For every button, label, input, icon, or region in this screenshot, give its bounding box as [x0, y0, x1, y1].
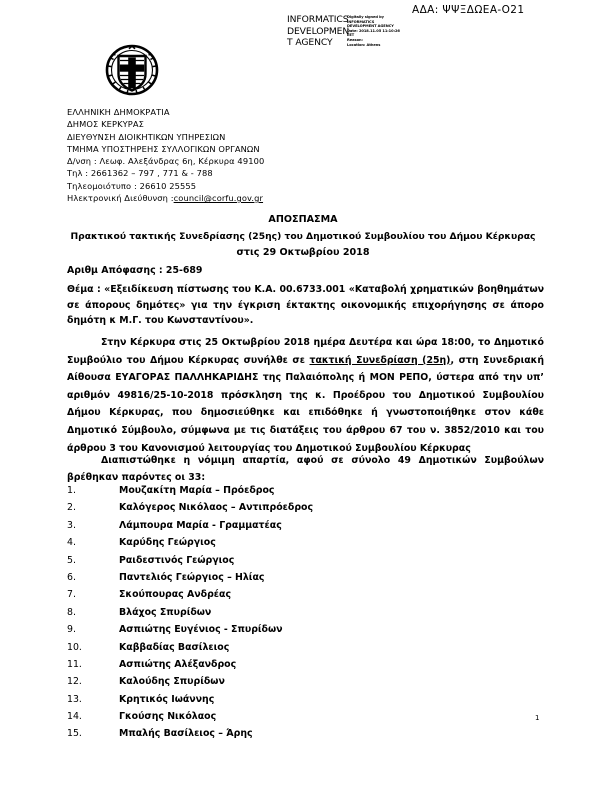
list-item-name: Μπαλής Βασίλειος – Άρης [119, 728, 253, 740]
body-paragraph-convocation [67, 334, 544, 457]
decision-number: Αριθμ Απόφασης : 25-689 [67, 265, 203, 276]
list-item [67, 676, 467, 693]
letterhead-line-email [67, 192, 264, 204]
body-text-part-2: , στη Συνεδριακή Αίθουσα ΕΥΑΓΟΡΑΣ ΠΑΛΛΗΚΑΡΙΔΗΣ της Παλαιόπολης ή ΜΟΝ ΡΕΠΟ, ύστερα από την υπ’ αριθμόν 49816/25-10-2018 πρόσκληση της κ. Προέδρου του Δημοτικού Συμβουλίου Δήμου Κέρκυρας, που δημοσιεύθηκε και επιδόθηκε ή γνωστοποιήθηκε στον κάθε Δημοτικό Σύμβουλο, σύμφωνα με τις διατάξεις του άρθρου 67 του ν. 3852/2010 και του άρθρου 3 του Κανονισμού λειτουργίας του Δημοτικού Συμβουλίου Κέρκυρας [67, 354, 544, 454]
list-item [67, 642, 467, 659]
letterhead-line-department: ΤΜΗΜΑ ΥΠΟΣΤΗΡΕΗΣ ΣΥΛΛΟΓΙΚΩΝ ΟΡΓΑΝΩΝ [67, 143, 260, 154]
document-title-block [62, 212, 544, 262]
signature-agency-name: INFORMATICS DEVELOPMEN T AGENCY [287, 14, 350, 48]
list-item-number: 10. [67, 641, 82, 653]
list-item-number: 15. [67, 728, 82, 740]
list-item [67, 485, 467, 502]
list-item [67, 694, 467, 711]
list-item-number: 12. [67, 676, 82, 688]
list-item-number: 6. [67, 571, 76, 583]
list-item-name: Λάμπουρα Μαρία - Γραμματέας [119, 519, 282, 531]
list-item [67, 502, 467, 519]
session-reference-underlined: τακτική Συνεδρίαση (25η) [309, 354, 451, 366]
list-item-name: Καρύδης Γεώργιος [119, 537, 216, 549]
digital-signature-stamp [287, 14, 413, 49]
list-item-name: Κρητικός Ιωάννης [119, 693, 215, 705]
list-item-number: 4. [67, 537, 76, 549]
body-text-part-1: Στην Κέρκυρα στις 25 Οκτωβρίου 2018 ημέρα Δευτέρα και ώρα 18:00, το Δημοτικό Συμβούλιο του Δήμου Κέρκυρας συνήλθε σε [67, 337, 544, 366]
letterhead-line-address: Δ/νση : Λεωφ. Αλεξάνδρας 6η, Κέρκυρα 49100 [67, 156, 265, 167]
list-item-name: Καββαδίας Βασίλειος [119, 641, 230, 653]
list-item-name: Σκούπουρας Ανδρέας [119, 589, 232, 601]
signature-line-6: Reason: [347, 37, 363, 42]
list-item [67, 728, 467, 745]
email-label: Ηλεκτρονική Διεύθυνση : [67, 193, 174, 204]
signature-details [347, 14, 413, 47]
letterhead-address-block [67, 106, 264, 204]
signature-line-1: Digitally signed by [347, 15, 384, 19]
list-item-name: Καλόγερος Νικόλαος – Αντιπρόεδρος [119, 502, 314, 514]
letterhead-line-phone: Τηλ : 2661362 – 797 , 771 & - 788 [67, 168, 213, 179]
ada-code: ΑΔΑ: ΨΨΞΔΩΕΑ-Ο21 [412, 4, 525, 16]
list-item-name: Παντελιός Γεώργιος – Ηλίας [119, 571, 265, 583]
letterhead-line-directorate: ΔΙΕΥΘΥΝΣΗ ΔΙΟΙΚΗΤΙΚΩΝ ΥΠΗΡΕΣΙΩΝ [67, 131, 226, 142]
signature-line-7: Location: Athens [347, 42, 381, 47]
page-number: 1 [535, 714, 540, 722]
list-item-name: Βλάχος Σπυρίδων [119, 606, 212, 618]
letterhead-line-fax: Τηλεομοιότυπο : 26610 25555 [67, 180, 197, 191]
list-item-number: 9. [67, 624, 76, 636]
list-item [67, 711, 467, 728]
decision-subject: Θέμα : «Εξειδίκευση πίστωσης του Κ.Α. 00.6733.001 «Καταβολή χρηματικών βοηθημάτων σε άπορους δημότες» για την έγκριση έκτακτης οικονομικής επιχορήγησης σε άπορο δημότη κ Μ.Γ. του Κωνσταντίνου». [67, 284, 544, 327]
document-subtitle-line-2: στις 29 Οκτωβρίου 2018 [236, 247, 370, 258]
list-item-name: Ραιδεστινός Γεώργιος [119, 554, 235, 566]
list-item [67, 520, 467, 537]
list-item-name: Μουζακίτη Μαρία – Πρόεδρος [119, 485, 275, 496]
list-item-number: 2. [67, 502, 76, 514]
body-paragraph-quorum: Διαπιστώθηκε η νόμιμη απαρτία, αφού σε σύνολο 49 Δημοτικών Συμβούλων βρέθηκαν παρόντες οι 33: [67, 455, 544, 484]
list-item-number: 3. [67, 519, 76, 531]
signature-line-2: INFORMATICS [347, 19, 375, 24]
list-item [67, 659, 467, 676]
list-item-number: 14. [67, 711, 82, 723]
list-item-number: 5. [67, 554, 76, 566]
list-item [67, 555, 467, 572]
list-item [67, 589, 467, 606]
greek-coat-of-arms-emblem [104, 44, 160, 96]
list-item [67, 572, 467, 589]
list-item-number: 11. [67, 658, 82, 670]
list-item [67, 607, 467, 624]
list-item [67, 624, 467, 641]
document-heading: ΑΠΟΣΠΑΣΜΑ [268, 214, 338, 225]
signature-line-4: Date: 2018.11.05 11:10:26 [347, 28, 400, 33]
list-item [67, 537, 467, 554]
letterhead-line-republic: ΕΛΛΗΝΙΚΗ ΔΗΜΟΚΡΑΤΙΑ [67, 107, 170, 117]
letterhead-line-municipality: ΔΗΜΟΣ ΚΕΡΚΥΡΑΣ [67, 119, 144, 130]
list-item-number: 13. [67, 693, 82, 705]
list-item-name: Καλούδης Σπυρίδων [119, 676, 225, 688]
email-link[interactable]: council@corfu.gov.gr [173, 193, 264, 204]
signature-line-5: EET [347, 33, 355, 38]
list-item-name: Ασπιώτης Ευγένιος - Σπυρίδων [119, 624, 283, 636]
list-item-name: Ασπιώτης Αλέξανδρος [119, 658, 237, 670]
list-item-number: 1. [67, 485, 76, 496]
document-subtitle-line-1: Πρακτικού τακτικής Συνεδρίασης (25ης) του Δημοτικού Συμβουλίου του Δήμου Κέρκυρας [70, 230, 536, 242]
list-item-number: 8. [67, 606, 76, 618]
signature-line-3: DEVELOPMENT AGENCY [347, 24, 394, 29]
list-item-number: 7. [67, 589, 76, 601]
present-members-list [67, 485, 467, 746]
list-item-name: Γκούσης Νικόλαος [119, 711, 217, 723]
